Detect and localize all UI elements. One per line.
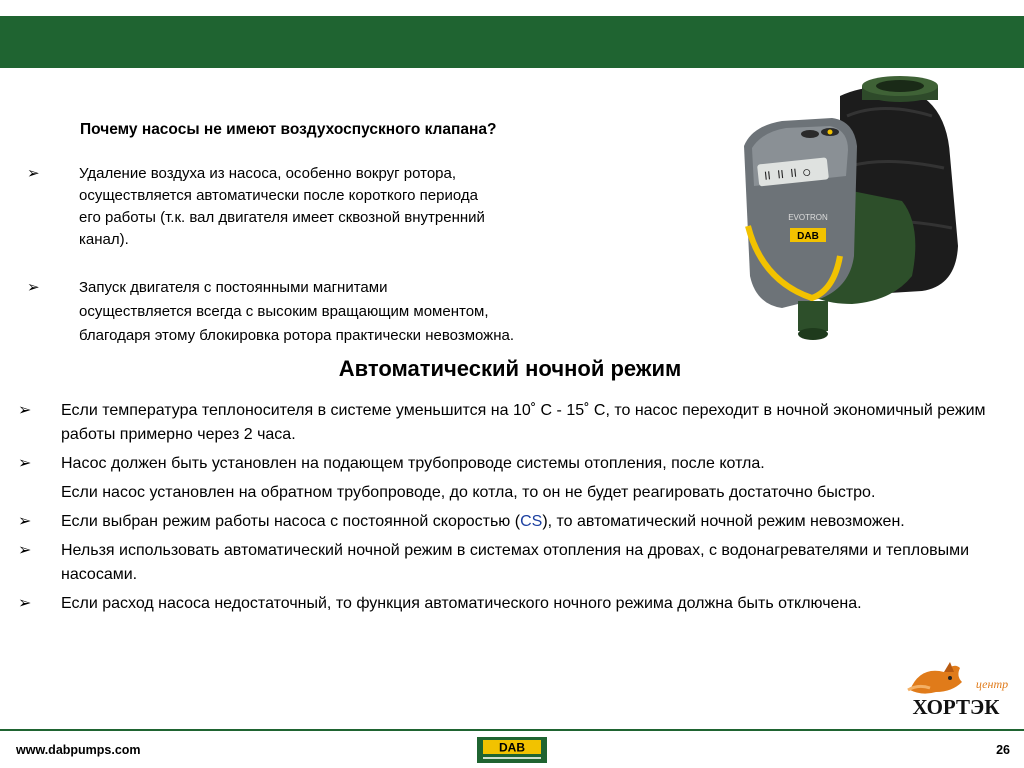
feature-list (18, 399, 1008, 621)
logo-text: ХОРТЭК (912, 695, 1000, 719)
arrow-bullet-icon: ➢ (18, 595, 32, 612)
dab-footer-logo (477, 737, 547, 763)
svg-text:ⅠⅠ ⅠⅠ ⅠⅠ ◯: ⅠⅠ ⅠⅠ ⅠⅠ ◯ (763, 165, 811, 183)
bullet-line: осуществляется всегда с высоким вращающим моментом, (79, 303, 489, 320)
svg-text:EVOTRON: EVOTRON (788, 213, 828, 222)
arrow-bullet-icon: ➢ (18, 542, 32, 559)
bullet-line: канал). (79, 231, 129, 248)
list-item (18, 452, 1008, 476)
arrow-bullet-icon: ➢ (18, 513, 32, 530)
list-item-continuation (18, 481, 1008, 505)
list-item-text-before: Если выбран режим работы насоса с постоянной скоростью ( (61, 513, 521, 530)
list-item (18, 510, 1008, 534)
header-bar (0, 16, 1024, 68)
arrow-bullet-icon: ➢ (27, 165, 40, 182)
footer-divider (0, 729, 1024, 731)
list-item-text: Если расход насоса недостаточный, то функция автоматического ночного режима должна быть отключена. (61, 595, 862, 612)
list-item (18, 539, 1008, 587)
pump-product-image (722, 76, 990, 352)
list-item-text: Если насос установлен на обратном трубопроводе, до котла, то он не будет реагировать достаточно быстро. (61, 484, 876, 501)
question-title: Почему насосы не имеют воздухоспускного клапана? (80, 121, 497, 138)
arrow-bullet-icon: ➢ (27, 279, 40, 296)
list-item-text-after: ), то автоматический ночной режим невозможен. (542, 513, 905, 530)
cs-mode-highlight: CS (520, 513, 543, 530)
arrow-bullet-icon: ➢ (18, 455, 32, 472)
dab-logo-text: DAB (499, 740, 525, 755)
bullet-line: осуществляется автоматически после короткого периода (79, 187, 478, 204)
list-item-text: Если температура теплоносителя в системе уменьшится на 10˚ С - 15˚ С, то насос переходит в ночной экономичный режим работы примерно через 2 часа. (61, 402, 986, 443)
bullet-line: Запуск двигателя с постоянными магнитами (79, 279, 388, 296)
list-item (18, 399, 1008, 447)
bullet-line: благодаря этому блокировка ротора практически невозможна. (79, 327, 515, 344)
list-item (18, 592, 1008, 616)
svg-text:DAB: DAB (797, 231, 819, 242)
section-title: Автоматический ночной режим (338, 356, 682, 381)
page-number: 26 (996, 743, 1010, 757)
list-item-text: Насос должен быть установлен на подающем трубопроводе системы отопления, после котла. (61, 455, 765, 472)
bullet-line: Удаление воздуха из насоса, особенно вокруг ротора, (79, 165, 457, 182)
bullet-line: его работы (т.к. вал двигателя имеет сквозной внутренний (79, 209, 485, 226)
logo-subtext: центр (975, 677, 1009, 691)
hortek-logo (900, 658, 1012, 722)
arrow-bullet-icon: ➢ (18, 402, 32, 419)
list-item-text: Нельзя использовать автоматический ночной режим в системах отопления на дровах, с водонагревателями и тепловыми насосами. (61, 542, 970, 583)
footer-url[interactable]: www.dabpumps.com (16, 743, 141, 757)
